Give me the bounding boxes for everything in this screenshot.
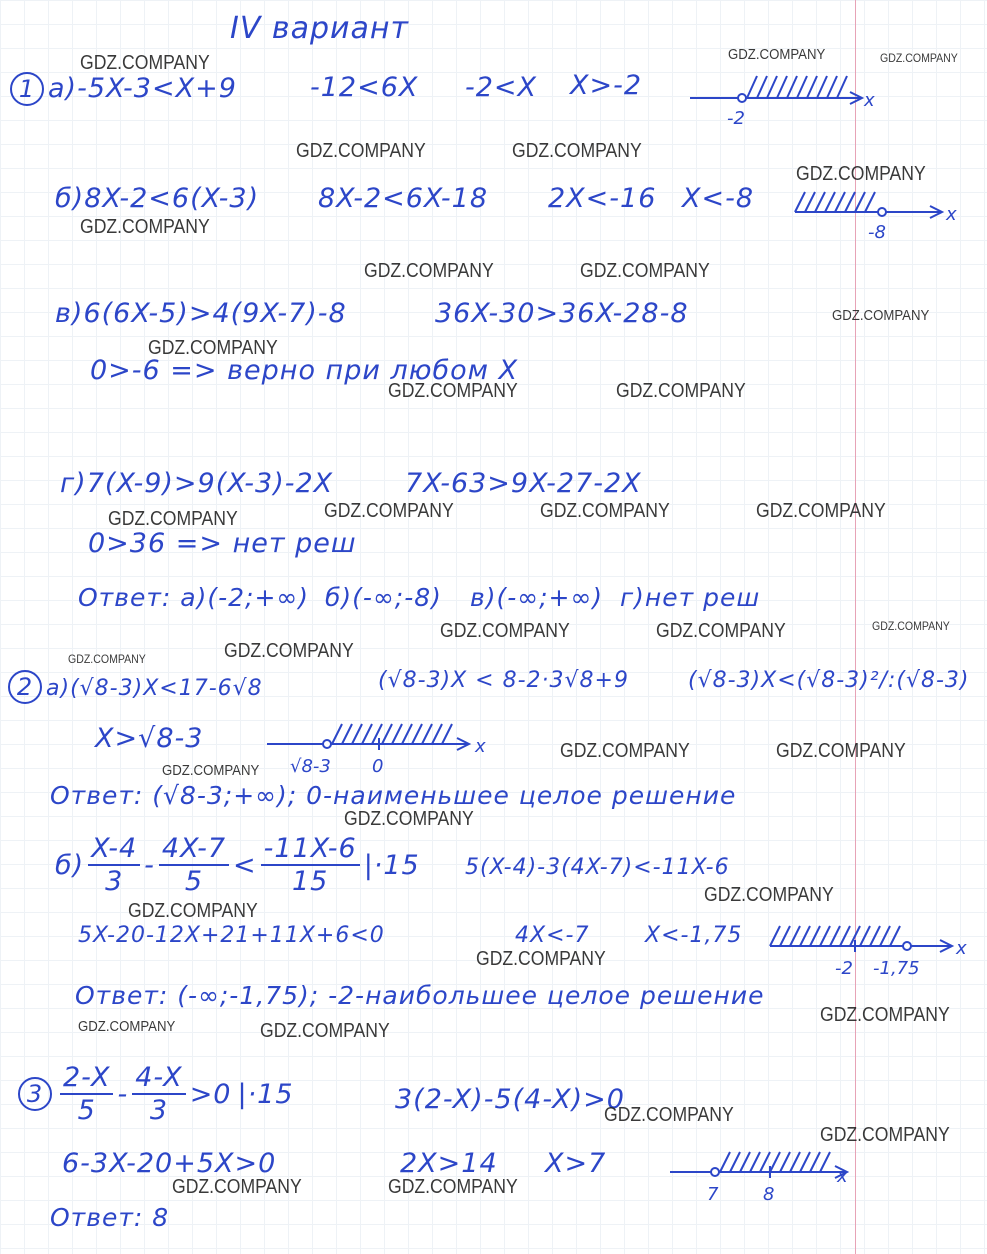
- task2-b-fraction2: [159, 835, 229, 895]
- watermark: GDZ.COMPANY: [388, 380, 518, 402]
- task2-a-open-point: [323, 740, 331, 748]
- watermark: GDZ.COMPANY: [440, 620, 570, 642]
- task1-b-number-line: [790, 186, 965, 246]
- task1-a-step2: -12<6X: [310, 72, 419, 103]
- task2-a-axis-var: x: [475, 736, 486, 757]
- task1-a-axis-tick: -2: [727, 108, 745, 129]
- watermark: GDZ.COMPANY: [388, 1176, 518, 1198]
- watermark: GDZ.COMPANY: [604, 1104, 734, 1126]
- task2-a-answer: Ответ: (√8-3;+∞); 0-наименьшее целое решение: [50, 781, 737, 810]
- task1-a-step4: X>-2: [570, 70, 643, 101]
- task2-b-step4: 4X<-7: [515, 923, 590, 948]
- watermark: GDZ.COMPANY: [224, 640, 354, 662]
- task1-v-line: [55, 300, 347, 327]
- task1-answer-g: г)нет реш: [620, 583, 761, 612]
- task2-b-axis-tick1: -2: [835, 958, 853, 979]
- watermark: GDZ.COMPANY: [80, 52, 210, 74]
- task1-g-step1: 7(X-9)>9(X-3)-2X: [86, 468, 334, 499]
- task1-answer-line: [78, 585, 309, 610]
- watermark: GDZ.COMPANY: [560, 740, 690, 762]
- task3-fraction1: [60, 1064, 113, 1124]
- task3-axis-var: x: [837, 1166, 848, 1187]
- watermark: GDZ.COMPANY: [832, 307, 930, 324]
- task1-v-step3: 0>-6 => верно при любом X: [90, 355, 519, 386]
- task1-b-hatch: [795, 192, 875, 212]
- watermark: GDZ.COMPANY: [820, 1124, 950, 1146]
- task1-b-step4: X<-8: [682, 183, 755, 214]
- watermark: GDZ.COMPANY: [162, 762, 260, 779]
- task1-b-axis-tick: -8: [868, 222, 886, 243]
- task3-gt: >0: [189, 1078, 232, 1110]
- task2-b-lt: <: [233, 849, 257, 881]
- watermark: GDZ.COMPANY: [324, 500, 454, 522]
- task2-b-f1-num: X-4: [88, 835, 140, 866]
- task2-b-open-point: [903, 942, 911, 950]
- task3-step3: 6-3X-20+5X>0: [62, 1148, 277, 1179]
- task1-a-axis-var: x: [864, 90, 875, 111]
- task3-step2: 3(2-X)-5(4-X)>0: [395, 1084, 625, 1115]
- task3-step5: X>7: [545, 1148, 607, 1179]
- task2-a-step3: (√8-3)X<(√8-3)²/:(√8-3): [688, 668, 970, 693]
- task2-a-axis-tick2: 0: [372, 756, 384, 777]
- task2-b-minus: -: [144, 849, 155, 881]
- task3-open-point: [711, 1168, 719, 1176]
- task3-answer: Ответ: 8: [50, 1203, 170, 1232]
- task2-a-axis-tick1: √8-3: [290, 756, 331, 777]
- task3-minus: -: [117, 1078, 129, 1110]
- task1-b-step2: 8X-2<6X-18: [318, 183, 489, 214]
- watermark: GDZ.COMPANY: [704, 884, 834, 906]
- task2-b-f3-num: -11X-6: [261, 835, 360, 866]
- task2-number-circle: 2: [8, 670, 42, 704]
- task2-a-step1: (√8-3)X<17-6√8: [70, 676, 263, 701]
- task1-g-line: [60, 470, 333, 497]
- task1-a-step1: -5X-3<X+9: [77, 73, 237, 104]
- task3-mult: |·15: [237, 1078, 294, 1110]
- task1-g-step3: 0>36 => нет реш: [88, 528, 357, 559]
- task1-g-label: г): [60, 468, 87, 499]
- task2-b-f1-den: 3: [105, 866, 124, 897]
- task2-b-answer: Ответ: (-∞;-1,75); -2-наибольшее целое решение: [75, 981, 765, 1010]
- task2-b-mult: |·15: [363, 849, 420, 881]
- task1-g-step2: 7X-63>9X-27-2X: [405, 468, 642, 499]
- watermark: GDZ.COMPANY: [616, 380, 746, 402]
- watermark: GDZ.COMPANY: [148, 337, 278, 359]
- task2-b-f2-den: 5: [184, 866, 204, 897]
- task2-b-number-line: [765, 920, 980, 982]
- task3-number-circle: 3: [18, 1077, 52, 1111]
- task1-b-line: [55, 185, 259, 212]
- task3-line: [18, 1064, 294, 1124]
- task3-axis-tick2: 8: [763, 1184, 775, 1205]
- task2-a-hatch: [332, 724, 452, 744]
- task3-step4: 2X>14: [400, 1148, 498, 1179]
- task1-answer-v: в)(-∞;+∞): [470, 583, 604, 612]
- task1-v-label: в): [55, 298, 84, 329]
- watermark: GDZ.COMPANY: [580, 260, 710, 282]
- task3-axis-tick1: 7: [707, 1184, 719, 1205]
- watermark: GDZ.COMPANY: [128, 900, 258, 922]
- task1-b-axis-var: x: [946, 204, 957, 225]
- watermark: GDZ.COMPANY: [172, 1176, 302, 1198]
- task1-v-step1: 6(6X-5)>4(9X-7)-8: [83, 298, 347, 329]
- task1-b-step3: 2X<-16: [548, 183, 657, 214]
- task1-b-label: б): [55, 183, 85, 214]
- watermark: GDZ.COMPANY: [656, 620, 786, 642]
- task2-a-step4: X>√8-3: [95, 723, 204, 754]
- watermark: GDZ.COMPANY: [512, 140, 642, 162]
- task3-hatch: [720, 1152, 830, 1172]
- task3-f1-den: 5: [77, 1095, 96, 1126]
- task1-b-step1: 8X-2<6(X-3): [84, 183, 260, 214]
- task2-b-fraction1: [88, 835, 140, 895]
- task2-b-line: [55, 835, 420, 895]
- task2-b-step2: 5(X-4)-3(4X-7)<-11X-6: [465, 855, 730, 880]
- watermark: GDZ.COMPANY: [796, 163, 926, 185]
- task3-f2-den: 3: [149, 1095, 169, 1126]
- watermark: GDZ.COMPANY: [880, 51, 958, 65]
- watermark: GDZ.COMPANY: [260, 1020, 390, 1042]
- task2-b-axis-var: x: [956, 938, 967, 959]
- task3-fraction2: [132, 1064, 185, 1124]
- task1-answer-a: а)(-2;+∞): [180, 583, 309, 612]
- task2-b-f3-den: 15: [291, 866, 329, 897]
- variant-title: IV вариант: [230, 11, 409, 46]
- watermark: GDZ.COMPANY: [476, 948, 606, 970]
- task2-b-hatch: [770, 926, 900, 946]
- task2-a-number-line: [262, 718, 502, 780]
- task1-a-open-point: [738, 94, 746, 102]
- task1-answer-label: Ответ:: [78, 583, 172, 612]
- task1-b-open-point: [878, 208, 886, 216]
- watermark: GDZ.COMPANY: [78, 1018, 176, 1035]
- task3-number-line: [665, 1146, 865, 1208]
- watermark: GDZ.COMPANY: [728, 46, 826, 63]
- task2-a-step2: (√8-3)X < 8-2·3√8+9: [378, 668, 629, 693]
- task1-a-number-line: [685, 68, 875, 130]
- task1-v-step2: 36X-30>36X-28-8: [435, 298, 689, 329]
- watermark: GDZ.COMPANY: [540, 500, 670, 522]
- task2-b-axis-tick2: -1,75: [873, 958, 920, 979]
- watermark: GDZ.COMPANY: [872, 619, 950, 633]
- task3-f1-num: 2-X: [60, 1064, 113, 1095]
- watermark: GDZ.COMPANY: [776, 740, 906, 762]
- task2-b-f2-num: 4X-7: [159, 835, 229, 866]
- watermark: GDZ.COMPANY: [344, 808, 474, 830]
- task1-number-circle: 1: [10, 72, 44, 106]
- task2-a-line: [8, 670, 263, 704]
- watermark: GDZ.COMPANY: [756, 500, 886, 522]
- task2-b-step5: X<-1,75: [645, 923, 743, 948]
- task1-answer-b: б)(-∞;-8): [325, 583, 442, 612]
- task2-b-label: б): [55, 849, 85, 881]
- watermark: GDZ.COMPANY: [296, 140, 426, 162]
- watermark: GDZ.COMPANY: [364, 260, 494, 282]
- watermark: GDZ.COMPANY: [108, 508, 238, 530]
- watermark: GDZ.COMPANY: [820, 1004, 950, 1026]
- task3-f2-num: 4-X: [132, 1064, 185, 1095]
- task2-b-fraction3: [261, 835, 360, 895]
- watermark: GDZ.COMPANY: [68, 652, 146, 666]
- task1-a-hatch: [747, 76, 847, 98]
- task1-a-line: [10, 72, 237, 106]
- task2-b-step3: 5X-20-12X+21+11X+6<0: [78, 923, 385, 948]
- task2-a-label: а): [46, 676, 71, 701]
- task1-a-step3: -2<X: [465, 72, 538, 103]
- task1-a-label: а): [48, 73, 78, 104]
- watermark: GDZ.COMPANY: [80, 216, 210, 238]
